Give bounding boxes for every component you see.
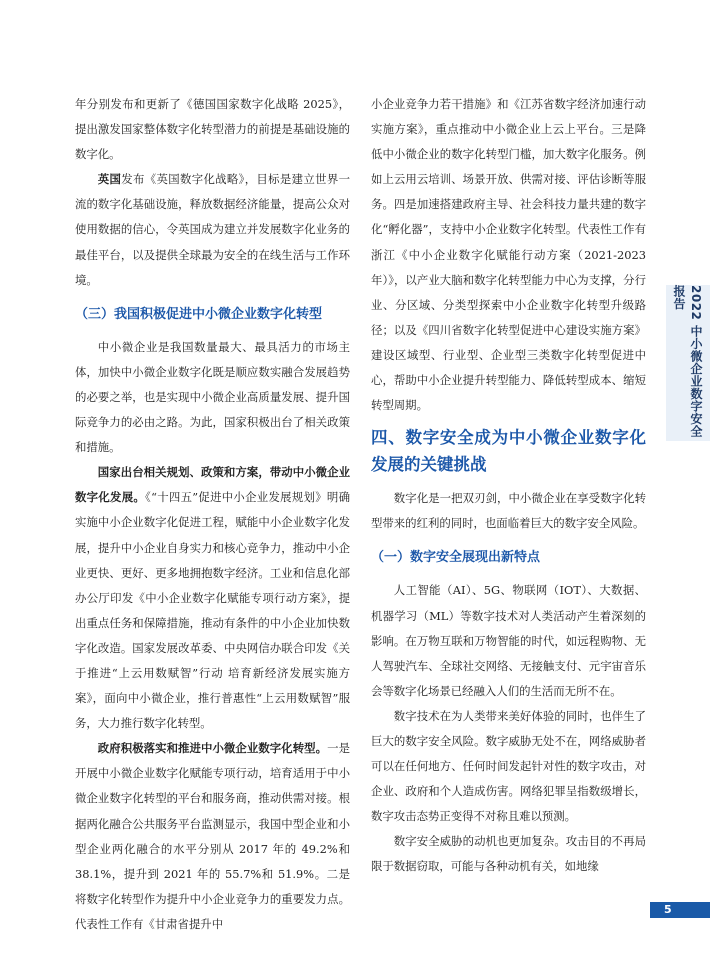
right-column: [371, 92, 646, 880]
paragraph: 小企业竞争力若干措施》和《江苏省数字经济加速行动实施方案》，重点推动中小微企业上云上平台。三是降低中小微企业的数字化转型门槛，加大数字化服务。例如上云用云培训、场景开放、供需对接、评估诊断等服务。四是加速搭建政府主导、社会科技力量共建的数字化“孵化器”，支持中小企业数字化转型。代表性工作有浙江《中小企业数字化赋能行动方案（2021-2023 年）》，以产业大脑和数字化转型能力中心为支撑，分行业、分区域、分类型探索中小企业数字化转型升级路径；以及《四川省数字化转型促进中心建设实施方案》建设区域型、行业型、企业型三类数字化转型促进中心，帮助中小企业提升转型能力、降低转型成本、缩短转型周期。: [371, 97, 646, 413]
paragraph: [75, 167, 350, 292]
paragraph: 中小微企业是我国数量最大、最具活力的市场主体，加快中小微企业数字化既是顺应数实融合发展趋势的必要之举，也是实现中小微企业高质量发展、提升国际竞争力的必由之路。为此，国家积极出台了相关政策和措施。: [75, 339, 350, 455]
paragraph: 数字技术在为人类带来美好体验的同时，也伴生了巨大的数字安全风险。数字威胁无处不在，网络威胁者可以在任何地方、任何时间发起针对性的数字攻击，对企业、政府和个人造成伤害。网络犯罪呈指数级增长，数字攻击态势正变得不对称且难以预测。: [371, 708, 646, 824]
section-heading: （三）我国积极促进中小微企业数字化转型: [75, 306, 323, 322]
page-number-bar: [650, 902, 710, 918]
paragraph-body: 一是开展中小微企业数字化赋能专项行动，培育适用于中小微企业数字化转型的平台和服务商，推动供需对接。根据两化融合公共服务平台监测显示，我国中型企业和小型企业两化融合的水平分别从 2017 年的 49.2%和 38.1%，提升到 2021 年的 55.7%和 51.9%。二是将数字化转型作为提升中小企业竞争力的重要发力点。代表性工作有《甘肃省提升中: [75, 741, 350, 931]
paragraph: [75, 460, 350, 736]
section-heading: （一）数字安全展现出新特点: [371, 550, 541, 566]
paragraph: [75, 736, 350, 937]
paragraph-body: 发布《英国数字化战略》，目标是建立世界一流的数字化基础设施，释放数据经济能量，提高公众对使用数据的信心，令英国成为建立并发展数字化业务的最佳平台，以及提供全球最为安全的在线生活与工作环境。: [75, 172, 350, 287]
paragraph-body: 《“十四五”促进中小企业发展规划》明确实施中小企业数字化促进工程，赋能中小企业数字化发展，提升中小企业自身实力和核心竞争力，推动中小企业更快、更好、更多地拥抱数字经济。工业和信息化部办公厅印发《中小企业数字化赋能专项行动方案》，提出重点任务和保障措施，推动有条件的中小企业加快数字化改造。国家发展改革委、中央网信办联合印发《关于推进“上云用数赋智”行动 培育新经济发展实施方案》，面向中小微企业，推行普惠性“上云用数赋智”服务，大力推行数字化转型。: [75, 490, 350, 731]
paragraph-lead: 英国: [97, 172, 122, 187]
paragraph-lead: 国家出台相关规划、政策和方案，带动中小微企业数字化发展。: [75, 465, 350, 505]
left-column: [75, 92, 350, 937]
paragraph-lead: 政府积极落实和推进中小微企业数字化转型。: [97, 741, 328, 756]
chapter-heading: 四、数字安全成为中小微企业数字化发展的关键挑战: [371, 428, 646, 475]
paragraph: 人工智能（AI）、5G、物联网（IOT）、大数据、机器学习（ML）等数字技术对人类活动产生着深刻的影响。在万物互联和万物智能的时代，如远程购物、无人驾驶汽车、全球社交网络、无接触支付、元宇宙音乐会等数字化场景已经融入人们的生活而无所不在。: [371, 583, 646, 698]
report-title: 2022 中小微企业数字安全报告: [672, 285, 703, 438]
report-title-tab: [666, 285, 710, 441]
paragraph: 年分别发布和更新了《德国国家数字化战略 2025》，提出激发国家整体数字化转型潜力的前提是基础设施的数字化。: [75, 97, 350, 162]
paragraph: 数字化是一把双刃剑，中小微企业在享受数字化转型带来的红利的同时，也面临着巨大的数字安全风险。: [371, 491, 646, 531]
paragraph: 数字安全威胁的动机也更加复杂。攻击目的不再局限于数据窃取，可能与各种动机有关，如地缘: [371, 834, 646, 874]
page-number: 5: [664, 903, 672, 916]
